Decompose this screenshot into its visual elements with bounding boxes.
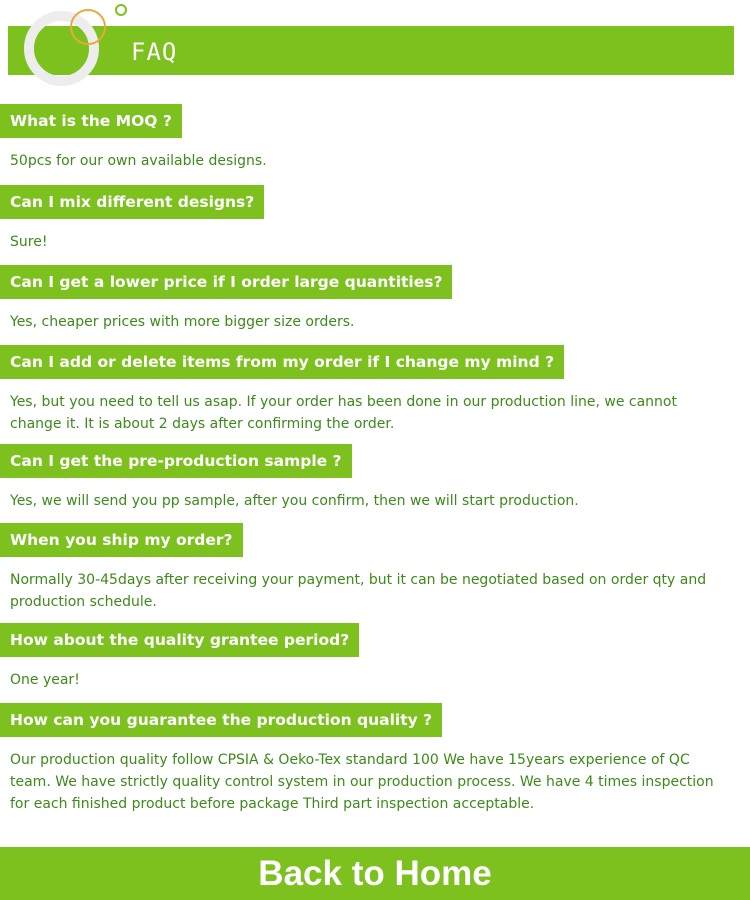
faq-question: Can I add or delete items from my order if I change my mind ? [0, 345, 564, 379]
faq-header-bar [8, 26, 734, 75]
faq-question: How can you guarantee the production quality ? [0, 703, 442, 737]
faq-question: Can I get a lower price if I order large quantities? [0, 265, 452, 299]
faq-question: How about the quality grantee period? [0, 623, 359, 657]
faq-item-moq [0, 104, 750, 172]
faq-answer: Sure! [10, 234, 48, 250]
faq-question: When you ship my order? [0, 523, 243, 557]
faq-answer: Normally 30-45days after receiving your payment, but it can be negotiated based on order qty and production schedule. [10, 572, 707, 610]
faq-item-pp-sample [0, 444, 750, 512]
faq-answer: Yes, cheaper prices with more bigger size orders. [10, 314, 355, 330]
faq-item-lower-price [0, 265, 750, 333]
faq-answer: 50pcs for our own available designs. [10, 153, 267, 169]
page-title: FAQ [131, 38, 178, 66]
faq-item-quality-guarantee [0, 703, 750, 815]
faq-item-change-order [0, 345, 750, 435]
faq-item-quality-period [0, 623, 750, 691]
faq-question: Can I get the pre-production sample ? [0, 444, 352, 478]
faq-item-mix-designs [0, 185, 750, 253]
faq-item-shipping [0, 523, 750, 613]
faq-answer: Our production quality follow CPSIA & Oeko-Tex standard 100 We have 15years experience of QC team. We have strictly quality control system in our production process. We have 4 times inspection for each finished product before package Third part inspection acceptable. [10, 752, 714, 812]
faq-answer: One year! [10, 672, 80, 688]
faq-question: What is the MOQ ? [0, 104, 182, 138]
faq-answer: Yes, we will send you pp sample, after you confirm, then we will start production. [10, 493, 579, 509]
faq-answer: Yes, but you need to tell us asap. If your order has been done in our production line, we cannot change it. It is about 2 days after confirming the order. [10, 394, 677, 432]
decorative-orange-ring-icon [70, 9, 106, 45]
decorative-small-ring-icon [115, 4, 127, 16]
faq-question: Can I mix different designs? [0, 185, 264, 219]
back-to-home-button[interactable]: Back to Home [0, 847, 750, 900]
